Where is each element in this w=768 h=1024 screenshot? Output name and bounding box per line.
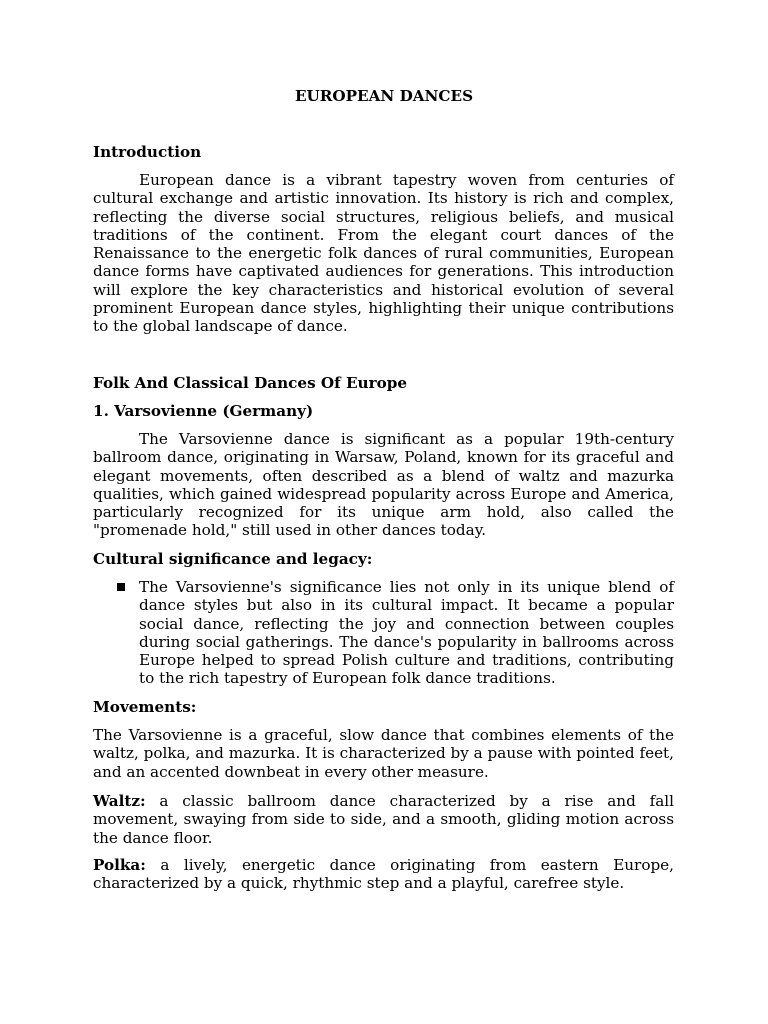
folk-section-heading: Folk And Classical Dances Of Europe bbox=[93, 374, 407, 392]
document-title: EUROPEAN DANCES bbox=[294, 87, 474, 105]
waltz-description: a classic ballroom dance characterized by a rise and fall movement, swaying from side to side, and a smooth, gliding motion across the dance floor. bbox=[93, 792, 674, 847]
polka-term: Polka: bbox=[93, 856, 146, 874]
cultural-significance-heading: Cultural significance and legacy: bbox=[93, 550, 373, 568]
square-bullet-icon bbox=[117, 583, 125, 591]
varsovienne-subheading: 1. Varsovienne (Germany) bbox=[93, 402, 314, 420]
introduction-heading: Introduction bbox=[93, 143, 202, 161]
movements-paragraph: The Varsovienne is a graceful, slow dance that combines elements of the waltz, polka, and mazurka. It is characterized by a pause with pointed feet, and an accented downbeat in every other measure. bbox=[93, 726, 674, 781]
polka-description: a lively, energetic dance originating from eastern Europe, characterized by a quick, rhythmic step and a playful, carefree style. bbox=[93, 856, 674, 893]
polka-definition bbox=[93, 856, 674, 893]
movements-heading: Movements: bbox=[93, 698, 197, 716]
waltz-definition bbox=[93, 792, 674, 847]
introduction-paragraph: European dance is a vibrant tapestry woven from centuries of cultural exchange and artistic innovation. Its history is rich and complex, reflecting the diverse social structures, religious beliefs, and musical traditions of the continent. From the elegant court dances of the Renaissance to the energetic folk dances of rural communities, European dance forms have captivated audiences for generations. This introduction will explore the key characteristics and historical evolution of several prominent European dance styles, highlighting their unique contributions to the global landscape of dance. bbox=[93, 171, 674, 336]
waltz-term: Waltz: bbox=[93, 792, 146, 810]
varsovienne-paragraph: The Varsovienne dance is significant as a popular 19th-century ballroom dance, originating in Warsaw, Poland, known for its graceful and elegant movements, often described as a blend of waltz and mazurka qualities, which gained widespread popularity across Europe and America, particularly recognized for its unique arm hold, also called the "promenade hold," still used in other dances today. bbox=[93, 430, 674, 540]
cultural-bullet-text: The Varsovienne's significance lies not only in its unique blend of dance styles but also in its cultural impact. It became a popular social dance, reflecting the joy and connection between couples during social gatherings. The dance's popularity in ballrooms across Europe helped to spread Polish culture and traditions, contributing to the rich tapestry of European folk dance traditions. bbox=[139, 578, 674, 688]
